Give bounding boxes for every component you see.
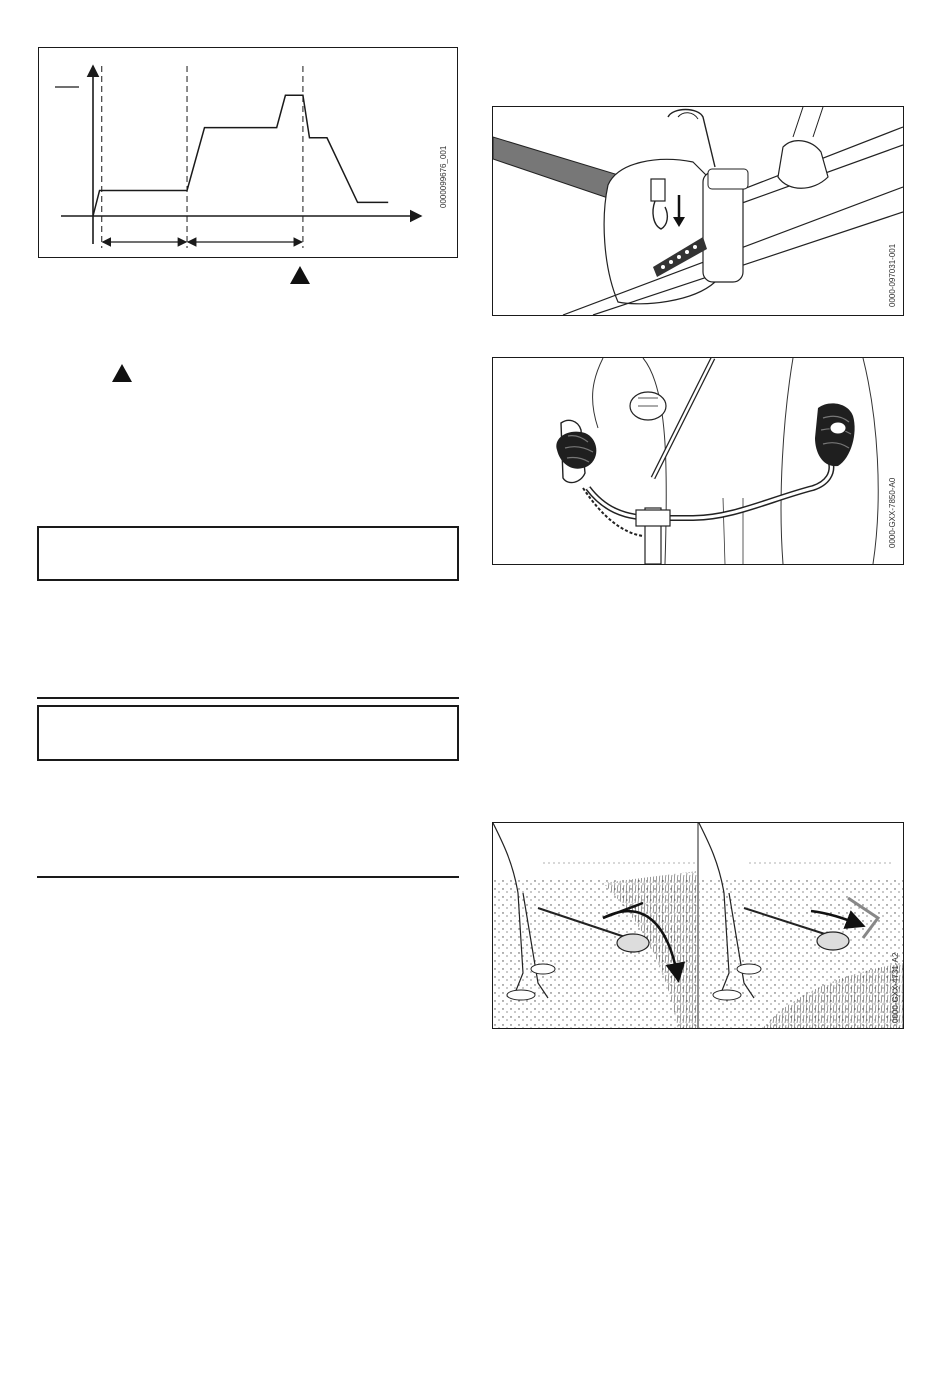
notice-box: [37, 526, 459, 581]
harness-clip-illustration: [493, 107, 903, 315]
graph-figure-code: 0000099676_001: [439, 145, 448, 208]
handle-grip-illustration: [493, 358, 903, 564]
mowing-technique-figure: [492, 822, 904, 1029]
mowing-figure-code: 0000-GXX-4731-A2: [891, 952, 900, 1023]
section-rule: [37, 876, 459, 878]
warning-triangle-icon: [112, 364, 132, 382]
series-line-1: [93, 95, 388, 216]
handle-figure-code: 0000-GXX-7850-A0: [888, 477, 897, 548]
clip-figure-code: 0000-097031-001: [888, 243, 897, 307]
handle-grip-figure: [492, 357, 904, 565]
section-rule: [37, 697, 459, 699]
warning-triangle-icon: [290, 266, 310, 284]
line-graph: [39, 48, 457, 257]
mowing-technique-illustration: [493, 823, 903, 1028]
graph-figure: [38, 47, 458, 258]
harness-clip-figure: [492, 106, 904, 316]
notice-box: [37, 705, 459, 761]
